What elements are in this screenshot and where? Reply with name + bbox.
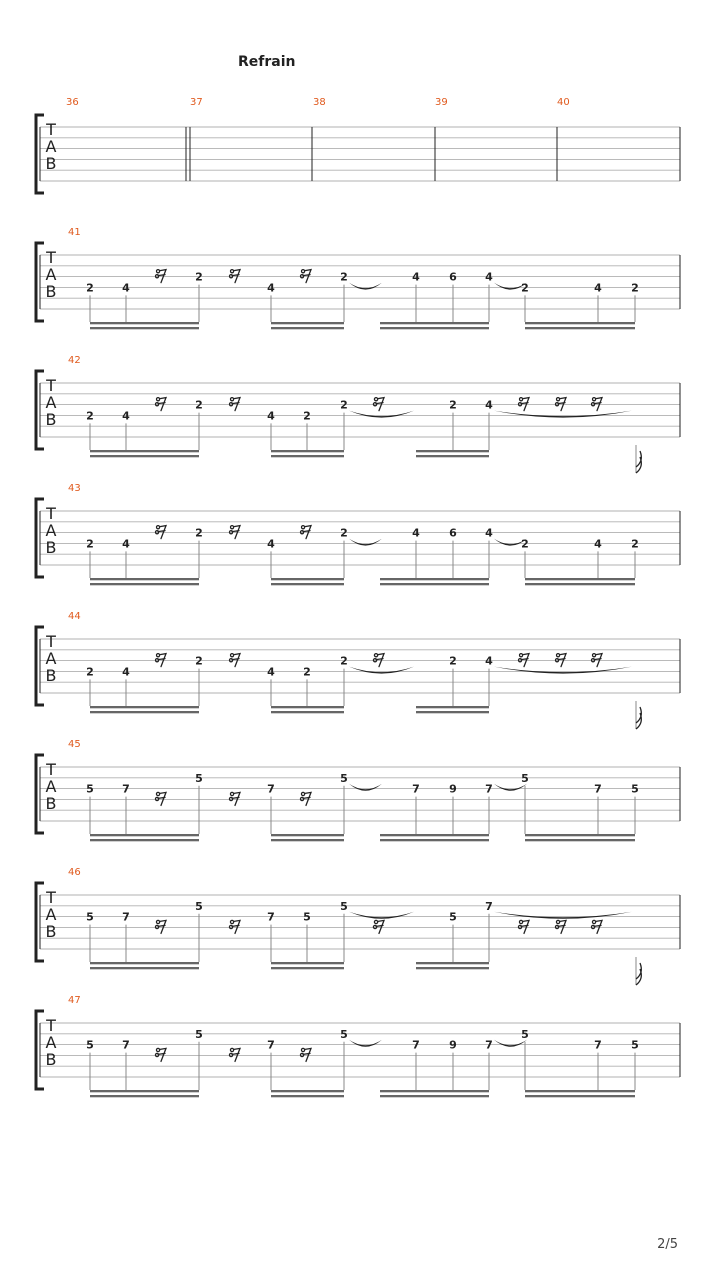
beam <box>271 583 344 585</box>
beam <box>271 706 344 708</box>
fret-number: 5 <box>521 1027 529 1041</box>
sixteenth-rest <box>555 398 566 411</box>
fret-number: 7 <box>485 782 493 796</box>
fret-number: 2 <box>86 665 94 679</box>
fret-number: 2 <box>86 281 94 295</box>
fret-number: 4 <box>267 281 275 295</box>
fret-number: 2 <box>195 270 203 284</box>
fret-number: 5 <box>631 782 639 796</box>
beam <box>90 583 199 585</box>
fret-number: 2 <box>303 665 311 679</box>
fret-number: 4 <box>485 526 493 540</box>
beam <box>271 455 344 457</box>
tab-clef-letter: B <box>45 154 57 173</box>
bar-number: 46 <box>68 867 81 878</box>
tie <box>349 667 414 674</box>
fret-number: 5 <box>86 1038 94 1052</box>
beam <box>90 327 199 329</box>
sixteenth-rest <box>229 792 240 805</box>
tab-clef-letter: A <box>45 905 57 924</box>
tie <box>349 539 382 546</box>
tie <box>349 912 414 919</box>
fret-number: 7 <box>485 1038 493 1052</box>
fret-number: 4 <box>485 398 493 412</box>
fret-number: 4 <box>594 537 602 551</box>
beam <box>271 834 344 836</box>
tab-system <box>36 739 680 841</box>
beam <box>380 839 489 841</box>
fret-number: 9 <box>449 782 457 796</box>
sixteenth-rest <box>300 792 311 805</box>
beam <box>271 962 344 964</box>
sixteenth-rest <box>155 270 166 283</box>
sixteenth-rest <box>229 920 240 933</box>
beam <box>271 967 344 969</box>
tie <box>494 912 632 919</box>
tab-clef-letter: T <box>46 888 56 907</box>
page-number: 2/5 <box>657 1237 678 1252</box>
fret-number: 4 <box>122 281 130 295</box>
fret-number: 2 <box>449 398 457 412</box>
fret-number: 5 <box>340 899 348 913</box>
fret-number: 5 <box>340 771 348 785</box>
sixteenth-rest <box>155 654 166 667</box>
fret-number: 2 <box>521 281 529 295</box>
tab-clef-letter: A <box>45 1033 57 1052</box>
fret-number: 7 <box>267 782 275 796</box>
beam <box>380 583 489 585</box>
tab-system <box>36 97 680 193</box>
tab-system <box>36 867 680 985</box>
beam <box>90 834 199 836</box>
fret-number: 7 <box>485 899 493 913</box>
tie <box>349 784 382 791</box>
fret-number: 2 <box>195 398 203 412</box>
sixteenth-rest <box>155 920 166 933</box>
beam <box>380 1090 489 1092</box>
beam <box>525 839 635 841</box>
beam <box>271 450 344 452</box>
fret-number: 4 <box>485 654 493 668</box>
fret-number: 6 <box>449 526 457 540</box>
tab-clef-letter: T <box>46 1016 56 1035</box>
beam <box>90 322 199 324</box>
bar-number: 45 <box>68 739 81 750</box>
fret-number: 5 <box>449 910 457 924</box>
beam <box>271 839 344 841</box>
beam <box>380 1095 489 1097</box>
tab-clef-letter: T <box>46 632 56 651</box>
note-flag <box>636 963 641 985</box>
beam <box>90 962 199 964</box>
sixteenth-rest <box>518 398 529 411</box>
sixteenth-rest <box>229 654 240 667</box>
tie <box>349 411 414 418</box>
tie <box>349 1040 382 1047</box>
fret-number: 2 <box>340 526 348 540</box>
sixteenth-rest <box>229 270 240 283</box>
fret-number: 9 <box>449 1038 457 1052</box>
tab-clef-letter: B <box>45 666 57 685</box>
beam <box>380 834 489 836</box>
sixteenth-rest <box>300 1048 311 1061</box>
bar-number: 41 <box>68 227 81 238</box>
tab-clef-letter: A <box>45 265 57 284</box>
fret-number: 7 <box>267 910 275 924</box>
fret-number: 4 <box>122 409 130 423</box>
beam <box>380 322 489 324</box>
fret-number: 4 <box>122 665 130 679</box>
beam <box>416 711 489 713</box>
fret-number: 2 <box>86 537 94 551</box>
beam <box>271 1095 344 1097</box>
beam <box>271 322 344 324</box>
tab-clef-letter: T <box>46 760 56 779</box>
bar-number: 43 <box>68 483 81 494</box>
tie <box>494 784 527 791</box>
beam <box>525 578 635 580</box>
fret-number: 4 <box>594 281 602 295</box>
fret-number: 2 <box>521 537 529 551</box>
beam <box>416 706 489 708</box>
beam <box>525 327 635 329</box>
beam <box>525 1090 635 1092</box>
sixteenth-rest <box>155 792 166 805</box>
fret-number: 4 <box>485 270 493 284</box>
fret-number: 2 <box>340 654 348 668</box>
fret-number: 5 <box>631 1038 639 1052</box>
beam <box>525 834 635 836</box>
fret-number: 4 <box>412 526 420 540</box>
tab-system <box>36 355 680 473</box>
sixteenth-rest <box>229 398 240 411</box>
bar-number: 38 <box>313 97 326 108</box>
tab-system <box>36 611 680 729</box>
tie <box>349 283 382 290</box>
beam <box>380 327 489 329</box>
fret-number: 5 <box>195 1027 203 1041</box>
tab-system <box>36 483 680 585</box>
fret-number: 2 <box>340 270 348 284</box>
sixteenth-rest <box>518 920 529 933</box>
beam <box>525 583 635 585</box>
fret-number: 2 <box>195 526 203 540</box>
sixteenth-rest <box>555 920 566 933</box>
fret-number: 2 <box>86 409 94 423</box>
tab-clef-letter: A <box>45 393 57 412</box>
sixteenth-rest <box>555 654 566 667</box>
fret-number: 2 <box>449 654 457 668</box>
beam <box>90 450 199 452</box>
beam <box>525 1095 635 1097</box>
beam <box>90 706 199 708</box>
sixteenth-rest <box>591 920 602 933</box>
beam <box>416 450 489 452</box>
beam <box>90 711 199 713</box>
beam <box>90 1090 199 1092</box>
fret-number: 4 <box>267 409 275 423</box>
fret-number: 2 <box>303 409 311 423</box>
tab-clef-letter: A <box>45 649 57 668</box>
sixteenth-rest <box>373 654 384 667</box>
fret-number: 5 <box>86 910 94 924</box>
tab-clef-letter: B <box>45 794 57 813</box>
note-flag <box>636 707 641 729</box>
sixteenth-rest <box>518 654 529 667</box>
fret-number: 4 <box>412 270 420 284</box>
beam <box>90 578 199 580</box>
sixteenth-rest <box>300 526 311 539</box>
beam <box>525 322 635 324</box>
fret-number: 7 <box>122 782 130 796</box>
fret-number: 7 <box>267 1038 275 1052</box>
tab-system <box>36 227 680 329</box>
tab-clef-letter: A <box>45 777 57 796</box>
beam <box>271 578 344 580</box>
tab-clef-letter: T <box>46 504 56 523</box>
sixteenth-rest <box>155 1048 166 1061</box>
bar-number: 40 <box>557 97 570 108</box>
section-label: Refrain <box>238 54 296 70</box>
fret-number: 7 <box>594 1038 602 1052</box>
tab-system <box>36 995 680 1097</box>
beam <box>416 455 489 457</box>
tab-clef-letter: A <box>45 521 57 540</box>
tab-clef-letter: A <box>45 137 57 156</box>
fret-number: 2 <box>340 398 348 412</box>
fret-number: 5 <box>340 1027 348 1041</box>
sixteenth-rest <box>373 920 384 933</box>
bar-number: 47 <box>68 995 81 1006</box>
fret-number: 4 <box>267 537 275 551</box>
fret-number: 4 <box>122 537 130 551</box>
beam <box>416 967 489 969</box>
sixteenth-rest <box>229 526 240 539</box>
tab-clef-letter: B <box>45 1050 57 1069</box>
sixteenth-rest <box>591 398 602 411</box>
fret-number: 2 <box>631 281 639 295</box>
beam <box>90 967 199 969</box>
bar-number: 42 <box>68 355 81 366</box>
beam <box>416 962 489 964</box>
beam <box>271 327 344 329</box>
fret-number: 7 <box>122 1038 130 1052</box>
fret-number: 2 <box>631 537 639 551</box>
tab-clef-letter: B <box>45 410 57 429</box>
beam <box>90 839 199 841</box>
fret-number: 7 <box>594 782 602 796</box>
sixteenth-rest <box>591 654 602 667</box>
fret-number: 7 <box>122 910 130 924</box>
beam <box>271 1090 344 1092</box>
tie <box>494 667 632 674</box>
sixteenth-rest <box>373 398 384 411</box>
tie <box>494 1040 527 1047</box>
bar-number: 44 <box>68 611 81 622</box>
beam <box>90 455 199 457</box>
sixteenth-rest <box>229 1048 240 1061</box>
bar-number: 37 <box>190 97 203 108</box>
tie <box>494 411 632 418</box>
fret-number: 5 <box>521 771 529 785</box>
bar-number: 36 <box>66 97 79 108</box>
fret-number: 7 <box>412 1038 420 1052</box>
fret-number: 5 <box>195 899 203 913</box>
tab-clef-letter: T <box>46 376 56 395</box>
tab-clef-letter: B <box>45 922 57 941</box>
note-flag <box>636 451 641 473</box>
bar-number: 39 <box>435 97 448 108</box>
sixteenth-rest <box>155 398 166 411</box>
fret-number: 5 <box>195 771 203 785</box>
sixteenth-rest <box>300 270 311 283</box>
beam <box>90 1095 199 1097</box>
fret-number: 4 <box>267 665 275 679</box>
sixteenth-rest <box>155 526 166 539</box>
fret-number: 5 <box>86 782 94 796</box>
tab-clef-letter: B <box>45 538 57 557</box>
tab-clef-letter: T <box>46 248 56 267</box>
fret-number: 5 <box>303 910 311 924</box>
tab-clef-letter: B <box>45 282 57 301</box>
fret-number: 7 <box>412 782 420 796</box>
tab-clef-letter: T <box>46 120 56 139</box>
fret-number: 2 <box>195 654 203 668</box>
beam <box>380 578 489 580</box>
beam <box>271 711 344 713</box>
fret-number: 6 <box>449 270 457 284</box>
